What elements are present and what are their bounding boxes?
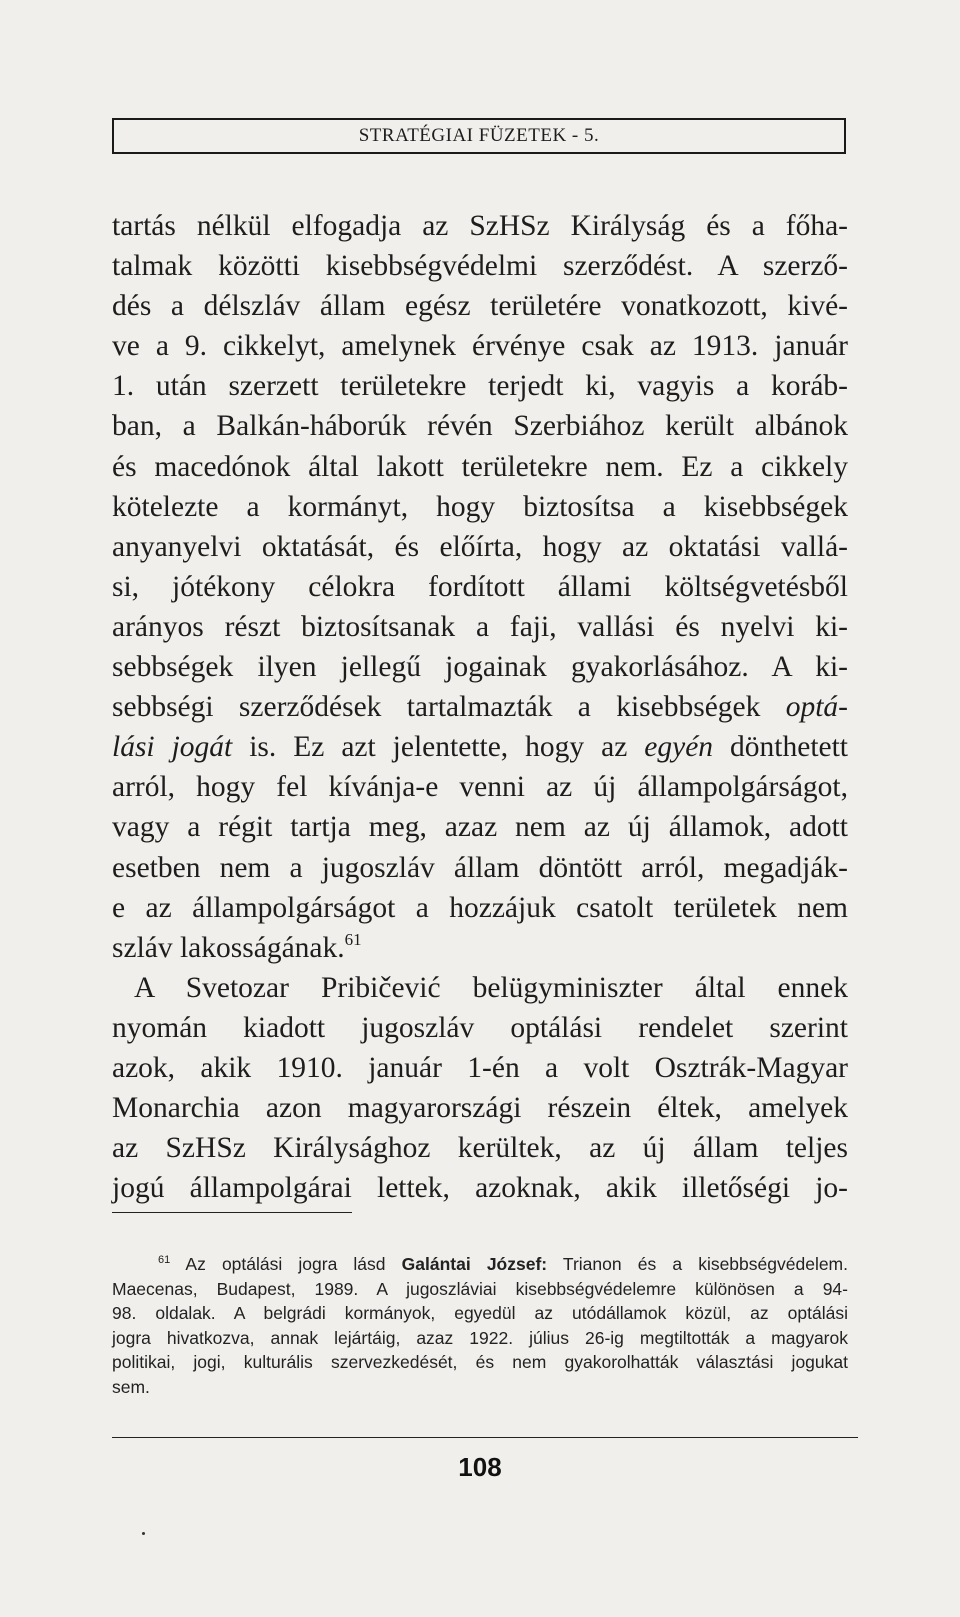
italic-term: egyén [644,731,714,764]
text-segment: sebbségi szerződések tartalmazták a kisebbségek [112,691,761,724]
footnote-author: Galántai József: [401,1254,548,1274]
text-line-with-footnote-ref [112,928,848,968]
text-segment: dönthetett [713,731,849,764]
text-line: Monarchia azon magyarországi részein éltek, amelyek [112,1092,848,1125]
text-line: az SzHSz Királysághoz kerültek, az új állam teljes [112,1132,848,1165]
text-line: azok, akik 1910. január 1-én a volt Osztrák-Magyar [112,1051,848,1084]
text-line: 1. után szerzett területekre terjedt ki, vagyis a koráb- [112,370,848,403]
footnote-number: 61 [158,1254,171,1266]
footnote-line: 98. oldalak. A belgrádi kormányok, egyedül az utódállamok közül, az optálási [112,1303,848,1324]
text-line: kötelezte a kormányt, hogy biztosítsa a kisebbségek [112,490,848,523]
running-header [112,118,846,154]
text-line: sebbségek ilyen jellegű jogainak gyakorlásához. A ki- [112,651,848,684]
italic-term: optá- [785,691,848,724]
text-segment: Trianon és a kisebbségvédelem. [547,1254,848,1274]
footnote-line: politikai, jogi, kulturális szervezkedését, és nem gyakorolhatták választási jogukat [112,1352,848,1373]
text-line: talmak közötti kisebbségvédelmi szerződést. A szerző- [112,250,848,283]
footnote [112,1252,848,1400]
page-footer-rule [112,1437,858,1438]
text-line: A Svetozar Pribičević belügyminiszter által ennek [134,971,848,1004]
text-line: e az állampolgárságot a hozzájuk csatolt területek nem [112,891,848,924]
italic-term: lási jogát [112,731,233,764]
text-segment: szláv lakosságának. [112,931,345,964]
text-line: tartás nélkül elfogadja az SzHSz Királyság és a főha- [112,210,848,242]
main-text [112,206,848,1208]
footnote-reference: 61 [344,929,362,949]
footnote-line: jogra hivatkozva, annak lejártáig, azaz 1922. július 26-ig megtiltották a magyarok [112,1327,848,1348]
footnote-line: Maecenas, Budapest, 1989. A jugoszláviai kisebbségvédelemre különösen a 94- [112,1278,848,1299]
text-line: jogú állampolgárai lettek, azoknak, akik illetőségi jo- [112,1172,848,1205]
text-segment: Az optálási jogra lásd [170,1254,402,1274]
text-line: ve a 9. cikkelyt, amelynek érvénye csak az 1913. január [112,330,848,363]
text-line: nyomán kiadott jugoszláv optálási rendelet szerint [112,1011,848,1044]
text-line: és macedónok által lakott területekre nem. Ez a cikkely [112,450,848,483]
paper-speck [142,1532,145,1535]
text-line: dés a délszláv állam egész területére vonatkozott, kivé- [112,290,848,323]
running-header-title: STRATÉGIAI FÜZETEK - 5. [358,125,600,146]
text-segment: is. Ez azt jelentette, hogy az [232,731,645,764]
text-line: anyanyelvi oktatását, és előírta, hogy az oktatási vallá- [112,530,848,563]
text-line: esetben nem a jugoszláv állam döntött arról, megadják- [112,851,848,884]
page-number: 108 [458,1452,502,1482]
text-line: vagy a régit tartja meg, azaz nem az új államok, adott [112,811,848,844]
text-line: si, jótékony célokra fordított állami költségvetésből [112,570,848,603]
text-line: ban, a Balkán-háborúk révén Szerbiához került albánok [112,410,848,443]
footnote-separator [112,1212,352,1213]
text-line-with-italic [112,687,848,727]
footnote-line [112,1252,848,1277]
footnote-line: sem. [112,1376,150,1397]
text-line: arányos részt biztosítsanak a faji, vallási és nyelvi ki- [112,610,848,643]
text-line-with-italic [112,727,848,767]
text-line: arról, hogy fel kívánja-e venni az új állampolgárságot, [112,771,848,804]
